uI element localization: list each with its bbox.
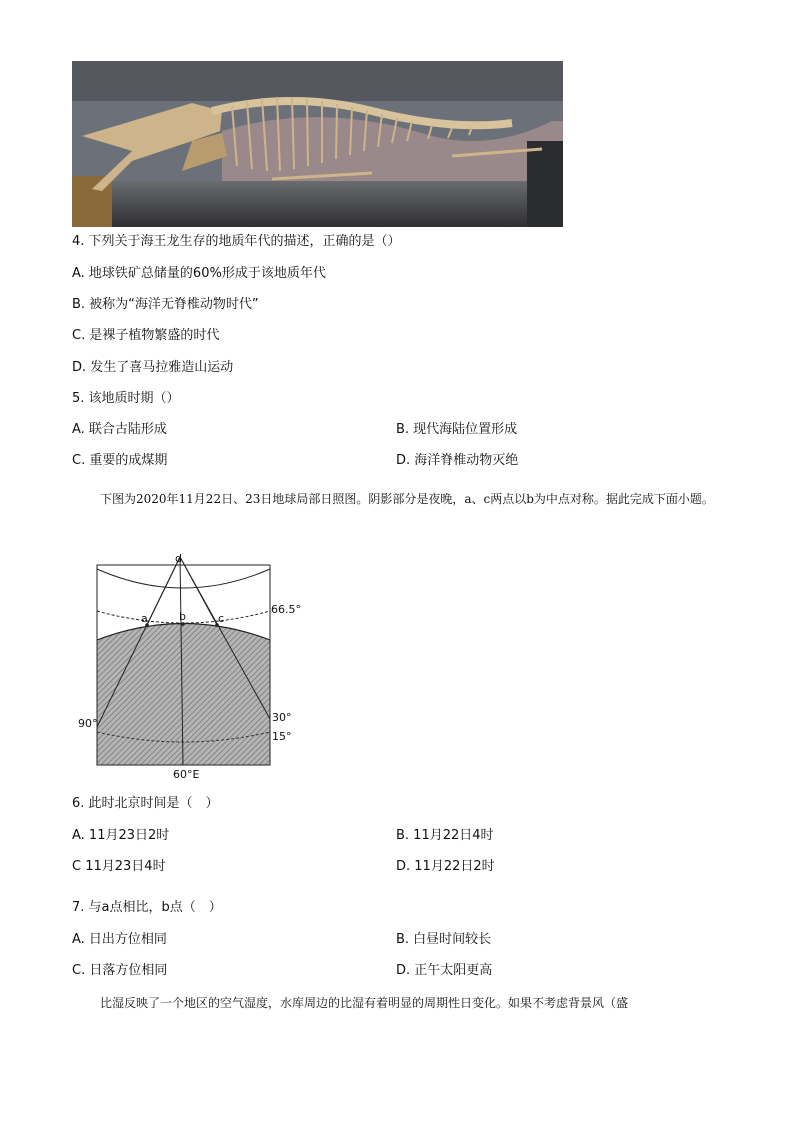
- q7-option-d[interactable]: D. 正午太阳更高: [396, 963, 493, 978]
- label-d: d: [175, 552, 182, 565]
- q4-option-b[interactable]: B. 被称为“海洋无脊椎动物时代”: [72, 297, 259, 312]
- label-60e: 60°E: [173, 768, 200, 781]
- q5-option-a[interactable]: A. 联合古陆形成: [72, 422, 167, 437]
- q6-option-c[interactable]: C 11月23日4时: [72, 859, 166, 874]
- label-66-5: 66.5°: [271, 603, 301, 616]
- q7-option-b[interactable]: B. 白昼时间较长: [396, 932, 492, 947]
- whale-skeleton-photo: [72, 61, 563, 227]
- q7-option-a[interactable]: A. 日出方位相同: [72, 932, 167, 947]
- q6-stem: 6. 此时北京时间是（ ）: [72, 796, 219, 811]
- q5-option-b[interactable]: B. 现代海陆位置形成: [396, 422, 518, 437]
- illumination-diagram: [75, 547, 305, 782]
- label-90: 90°: [78, 717, 98, 730]
- outro-paragraph: 比湿反映了一个地区的空气湿度，水库周边的比湿有着明显的周期性日变化。如果不考虑背景风（盛: [100, 996, 629, 1010]
- q4-option-c[interactable]: C. 是裸子植物繁盛的时代: [72, 328, 220, 343]
- q7-option-c[interactable]: C. 日落方位相同: [72, 963, 168, 978]
- skeleton-illustration: [72, 61, 563, 227]
- intro-paragraph: 下图为2020年11月22日、23日地球局部日照图。阴影部分是夜晚，a、c两点以b为中点对称。据此完成下面小题。: [100, 492, 714, 506]
- q6-option-b[interactable]: B. 11月22日4时: [396, 828, 494, 843]
- q4-option-d[interactable]: D. 发生了喜马拉雅造山运动: [72, 360, 234, 375]
- q6-option-a[interactable]: A. 11月23日2时: [72, 828, 170, 843]
- q7-stem: 7. 与a点相比，b点（ ）: [72, 900, 222, 915]
- q4-option-a[interactable]: A. 地球铁矿总储量的60%形成于该地质年代: [72, 266, 326, 281]
- label-15: 15°: [272, 730, 292, 743]
- night-shade: [97, 624, 270, 766]
- q5-option-d[interactable]: D. 海洋脊椎动物灭绝: [396, 453, 519, 468]
- q5-option-c[interactable]: C. 重要的成煤期: [72, 453, 168, 468]
- label-b: b: [179, 610, 186, 623]
- label-30: 30°: [272, 711, 292, 724]
- q5-stem: 5. 该地质时期（）: [72, 391, 180, 406]
- q4-stem: 4. 下列关于海王龙生存的地质年代的描述，正确的是（）: [72, 234, 401, 249]
- q6-option-d[interactable]: D. 11月22日2时: [396, 859, 495, 874]
- label-a: a: [141, 612, 148, 625]
- label-c: c: [218, 612, 225, 625]
